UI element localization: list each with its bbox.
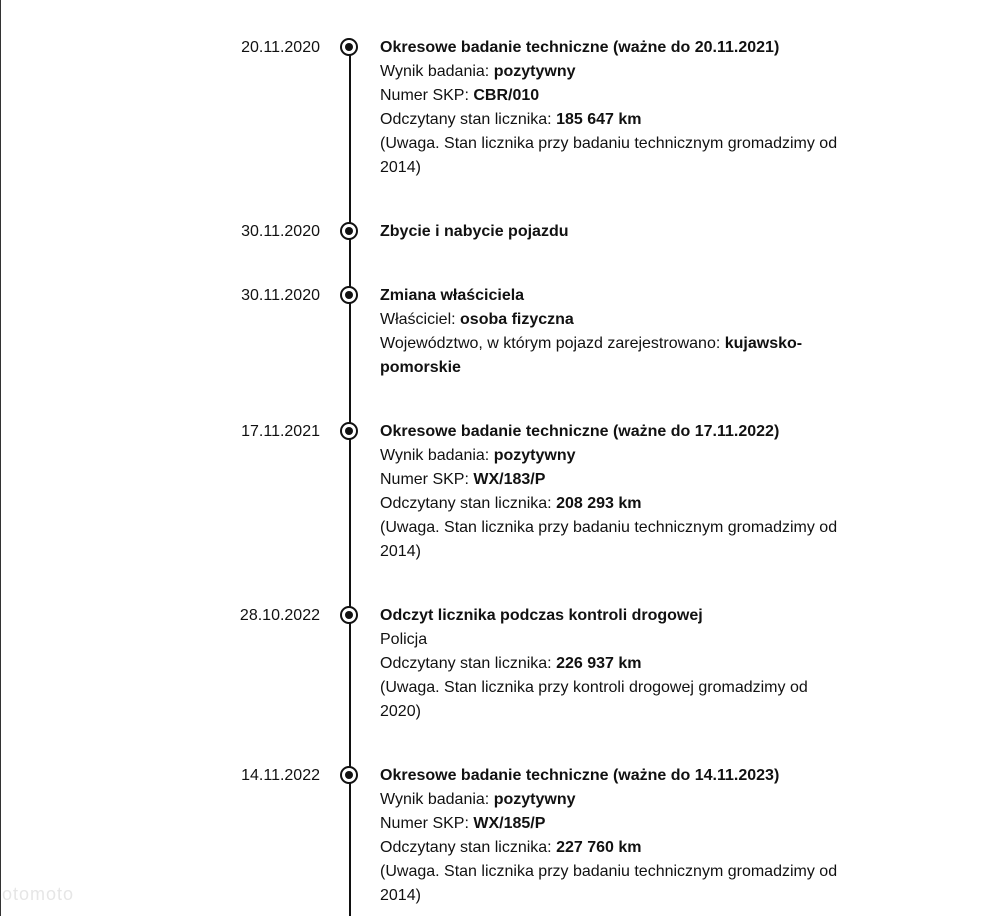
event-note: (Uwaga. Stan licznika przy kontroli drogowej gromadzimy od 2020) [380,679,808,720]
skp-number: Numer SKP: WX/185/P [380,815,546,832]
timeline-dot-icon [340,222,358,240]
event-details [380,36,850,180]
event-date: 17.11.2021 [241,423,320,440]
event-date: 14.11.2022 [241,767,320,784]
event-title: Okresowe badanie techniczne (ważne do 20.11.2021) [380,39,780,56]
event-date: 28.10.2022 [239,607,320,624]
registration-region: Województwo, w którym pojazd zarejestrowano: kujawsko-pomorskie [380,335,803,376]
event-details [380,220,850,244]
inspection-result: Wynik badania: pozytywny [380,63,576,80]
event-note: (Uwaga. Stan licznika przy badaniu technicznym gromadzimy od 2014) [380,519,838,560]
timeline-dot-icon [340,422,358,440]
owner-type: Właściciel: osoba fizyczna [380,311,574,328]
event-title: Odczyt licznika podczas kontroli drogowej [380,607,703,624]
event-title: Zbycie i nabycie pojazdu [380,223,569,240]
event-date: 30.11.2020 [241,287,320,304]
event-note: (Uwaga. Stan licznika przy badaniu technicznym gromadzimy od 2014) [380,135,838,176]
event-title: Okresowe badanie techniczne (ważne do 14.11.2023) [380,767,780,784]
page-left-border [0,0,1,916]
inspection-result: Wynik badania: pozytywny [380,791,576,808]
event-date: 30.11.2020 [241,223,320,240]
skp-number: Numer SKP: CBR/010 [380,87,540,104]
skp-number: Numer SKP: WX/183/P [380,471,546,488]
timeline-dot-icon [340,38,358,56]
timeline-line [349,48,351,916]
event-details [380,420,850,564]
timeline-dot-icon [340,766,358,784]
reading-source: Policja [380,631,428,648]
odometer-reading: Odczytany stan licznika: 227 760 km [380,839,642,856]
event-date: 20.11.2020 [241,39,320,56]
event-note: (Uwaga. Stan licznika przy badaniu technicznym gromadzimy od 2014) [380,863,838,904]
odometer-reading: Odczytany stan licznika: 226 937 km [380,655,642,672]
event-title: Zmiana właściciela [380,287,525,304]
event-details [380,764,850,908]
timeline-dot-icon [340,606,358,624]
event-details [380,284,850,380]
watermark-logo: otomoto [2,884,75,904]
odometer-reading: Odczytany stan licznika: 208 293 km [380,495,642,512]
event-details [380,604,850,724]
event-title: Okresowe badanie techniczne (ważne do 17.11.2022) [380,423,780,440]
odometer-reading: Odczytany stan licznika: 185 647 km [380,111,642,128]
inspection-result: Wynik badania: pozytywny [380,447,576,464]
timeline-dot-icon [340,286,358,304]
